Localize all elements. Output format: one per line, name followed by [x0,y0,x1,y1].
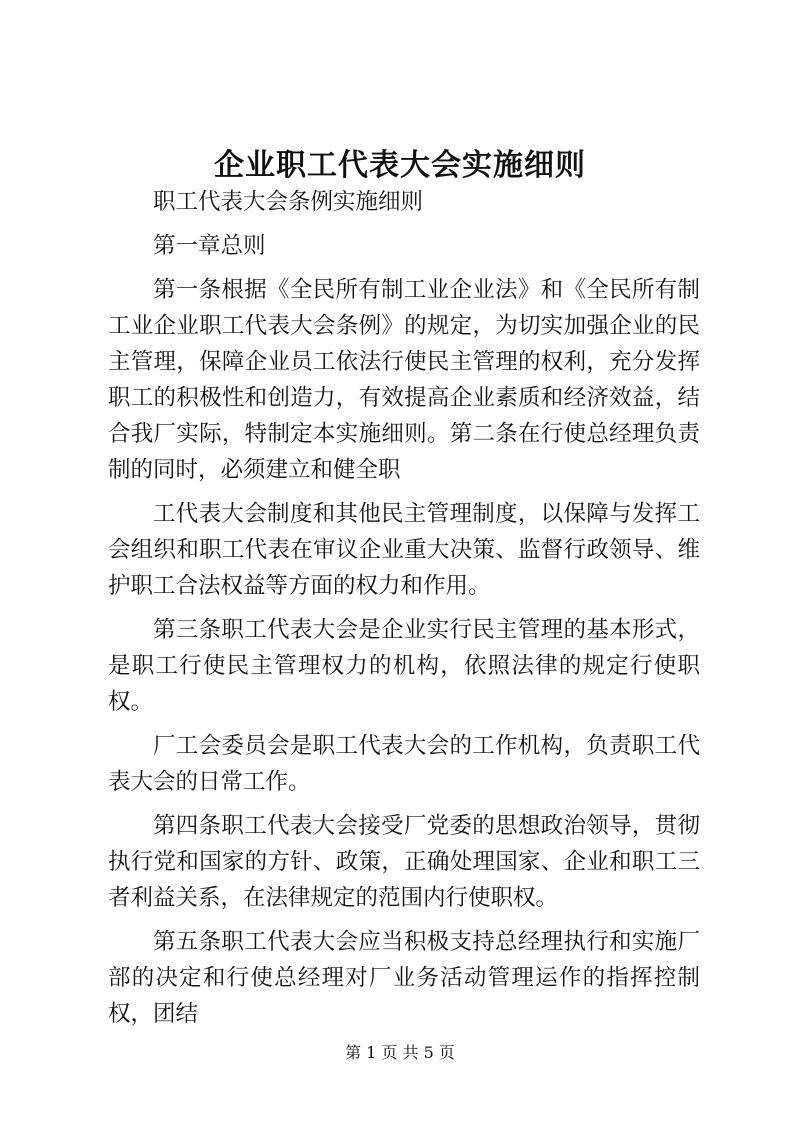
page-number-footer: 第 1 页 共 5 页 [345,1043,455,1062]
paragraph: 职工代表大会条例实施细则 [153,189,424,215]
document-title: 企业职工代表大会实施细则 [214,148,586,183]
paragraph: 工代表大会制度和其他民主管理制度，以保障与发挥工会组织和职工代表在审议企业重大决策、监督行政领导、维护职工合法权益等方面的权力和作用。 [108,501,700,599]
paragraph: 厂工会委员会是职工代表大会的工作机构，负责职工代表大会的日常工作。 [108,733,700,795]
paragraph: 第四条职工代表大会接受厂党委的思想政治领导，贯彻执行党和国家的方针、政策，正确处理国家、企业和职工三者利益关系，在法律规定的范围内行使职权。 [108,813,700,911]
document-body [108,184,700,1040]
paragraph: 第三条职工代表大会是企业实行民主管理的基本形式，是职工行使民主管理权力的机构，依照法律的规定行使职权。 [108,617,700,715]
paragraph: 第五条职工代表大会应当积极支持总经理执行和实施厂部的决定和行使总经理对厂业务活动管理运作的指挥控制权，团结 [108,929,700,1027]
paragraph: 第一章总则 [153,233,266,259]
paragraph: 第一条根据《全民所有制工业企业法》和《全民所有制工业企业职工代表大会条例》的规定，为切实加强企业的民主管理，保障企业员工依法行使民主管理的权利，充分发挥职工的积极性和创造力，有效提高企业素质和经济效益，结合我厂实际，特制定本实施细则。第二条在行使总经理负责制的同时，必须建立和健全职 [108,277,700,483]
